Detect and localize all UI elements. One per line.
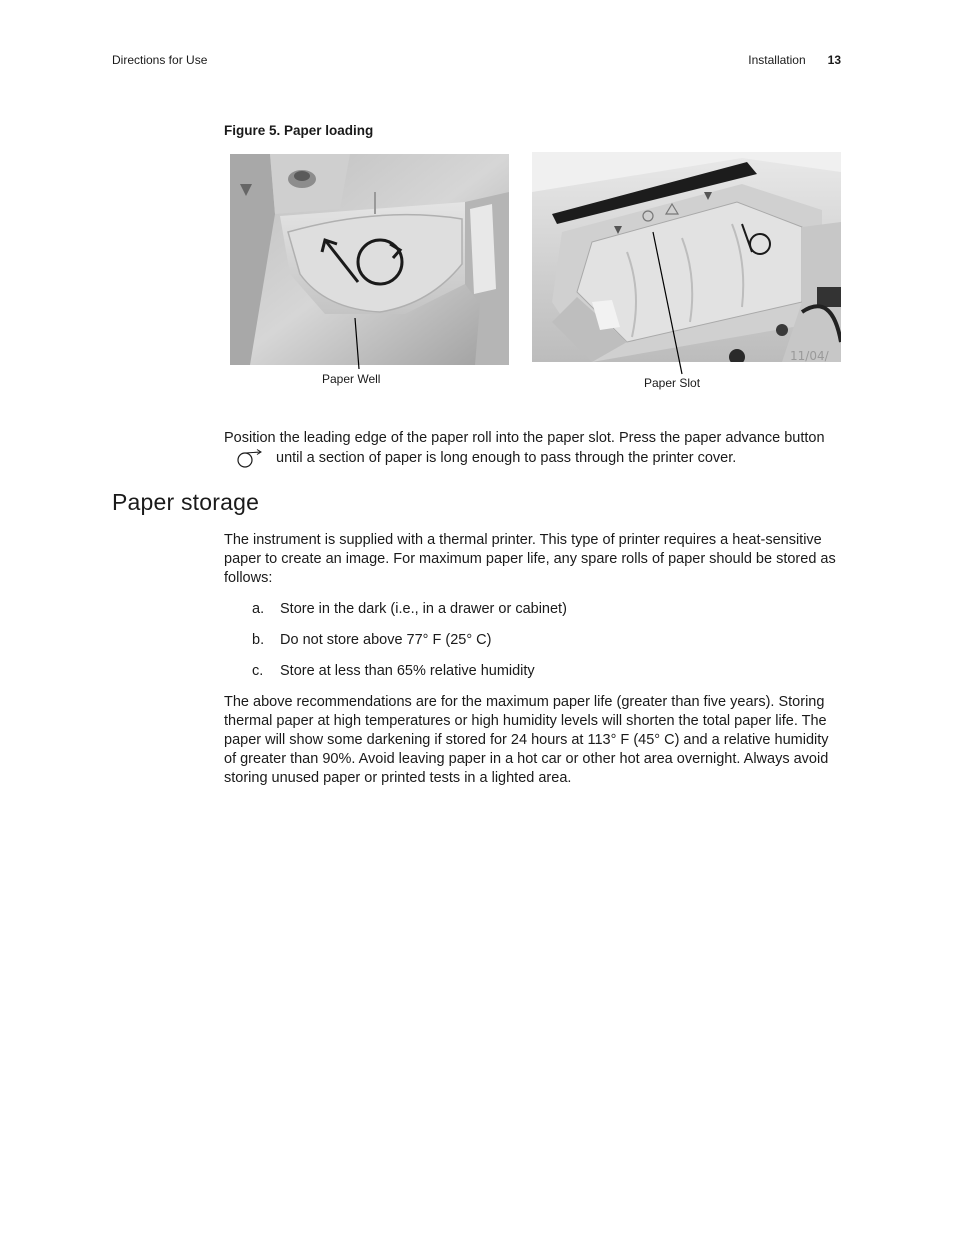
header-section: Installation	[748, 53, 806, 67]
section-title: Paper storage	[112, 489, 260, 515]
loading-text-part2: until a section of paper is long enough to pass through the printer cover.	[276, 450, 737, 466]
list-text: Do not store above 77° F (25° C)	[280, 632, 492, 648]
loading-text-part1: Position the leading edge of the paper roll into the paper slot. Press the paper advance button	[224, 430, 825, 446]
storage-recommendation: The above recommendations are for the maximum paper life (greater than five years). Storing thermal paper at high temperatures or high humidity levels will shorten the total paper life. The paper will show some darkening if stored for 24 hours at 113° F (45° C) and a relative humidity of greater than 90%. Avoid leaving paper in a hot car or other hot area overnight. Always avoid storing unused paper or printed tests in a lighted area.	[224, 694, 829, 786]
list-marker: b.	[252, 632, 265, 648]
storage-intro: The instrument is supplied with a thermal printer. This type of printer requires a heat-sensitive paper to create an image. For maximum paper life, any spare rolls of paper should be stored as follows:	[224, 532, 836, 586]
paper-slot-photo	[532, 152, 841, 362]
paper-well-photo	[230, 154, 509, 365]
photo-timestamp: 11/04/	[790, 349, 829, 362]
paper-advance-icon	[234, 448, 264, 468]
list-item	[252, 600, 567, 619]
loading-instructions	[224, 429, 844, 468]
page-header-left: Directions for Use	[112, 53, 208, 67]
figure-caption: Figure 5. Paper loading	[224, 123, 374, 138]
list-text: Store in the dark (i.e., in a drawer or cabinet)	[280, 601, 567, 617]
page-number: 13	[827, 53, 841, 67]
list-text: Store at less than 65% relative humidity	[280, 663, 535, 679]
paper-well-label: Paper Well	[322, 372, 381, 386]
paper-slot-label: Paper Slot	[644, 376, 701, 390]
list-marker: c.	[252, 663, 264, 679]
list-item	[252, 662, 535, 681]
list-marker: a.	[252, 601, 265, 617]
page-header-right	[748, 53, 841, 67]
list-item	[252, 631, 491, 650]
